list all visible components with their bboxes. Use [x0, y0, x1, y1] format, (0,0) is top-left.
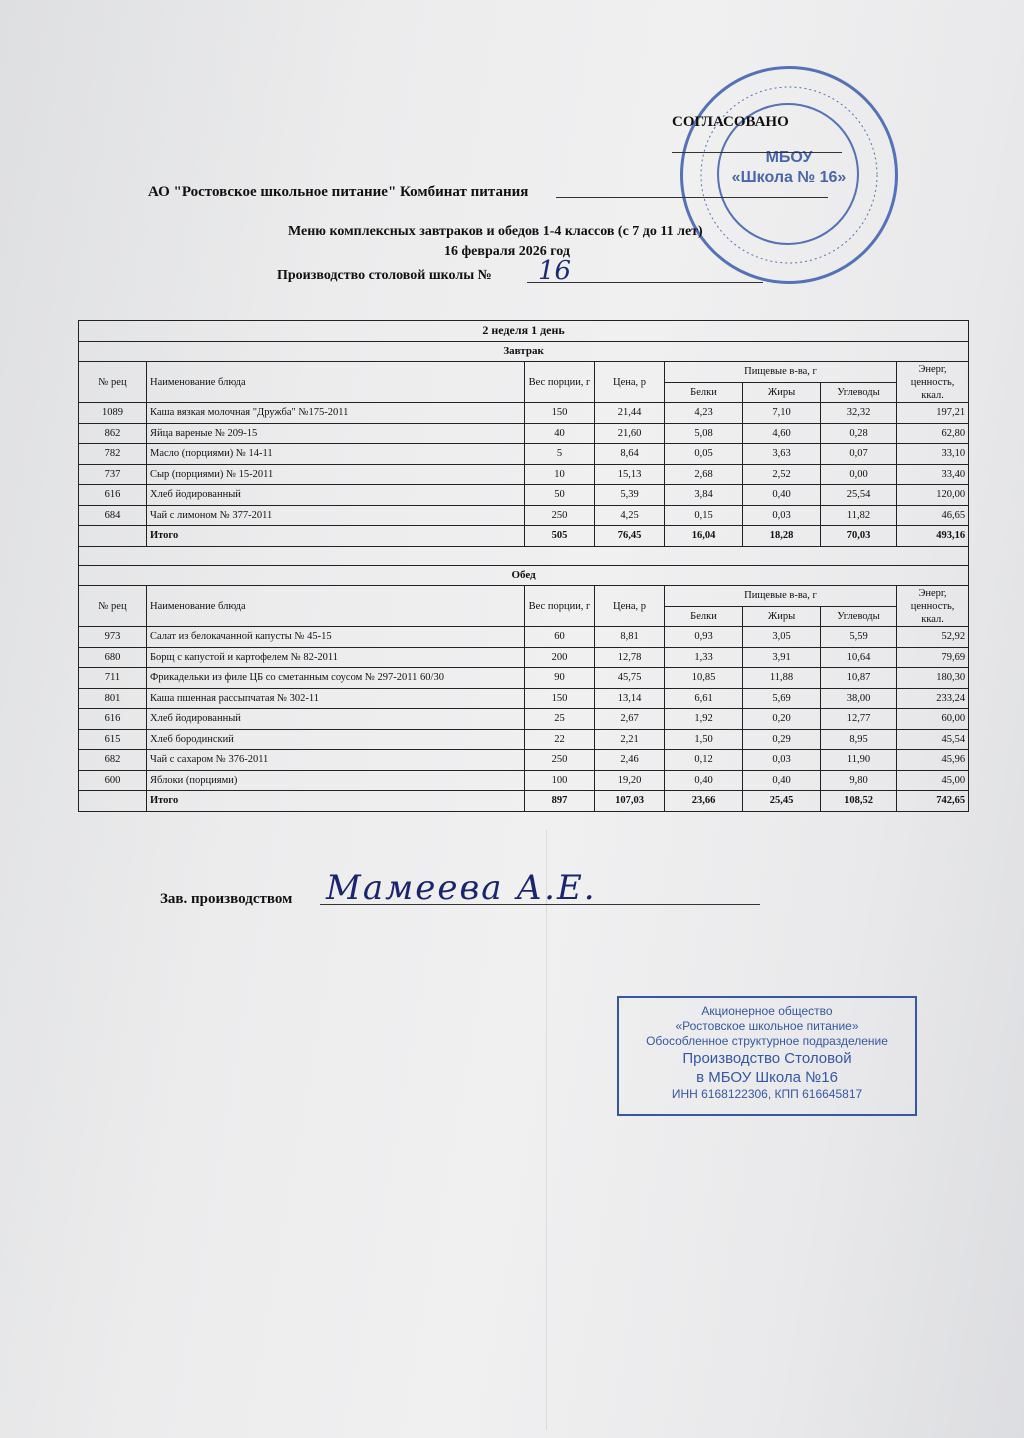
cell-rec: 711 — [79, 668, 147, 689]
total-row — [79, 791, 969, 812]
cell-carbs: 11,90 — [821, 750, 897, 771]
col-protein-header: Белки — [665, 382, 743, 403]
cell-rec: 600 — [79, 770, 147, 791]
cell-weight: 10 — [525, 464, 595, 485]
cell-fat: 3,91 — [743, 647, 821, 668]
cell-energy: 45,96 — [897, 750, 969, 771]
col-carbs-header: Углеводы — [821, 606, 897, 627]
cell-weight: 250 — [525, 750, 595, 771]
cell-protein: 1,33 — [665, 647, 743, 668]
cell-protein: 0,40 — [665, 770, 743, 791]
cell-protein: 0,93 — [665, 627, 743, 648]
cell-energy: 197,21 — [897, 403, 969, 424]
cell-carbs: 11,82 — [821, 505, 897, 526]
cell-energy: 62,80 — [897, 423, 969, 444]
cell-carbs: 9,80 — [821, 770, 897, 791]
cell-dish-name: Яйца вареные № 209-15 — [147, 423, 525, 444]
cell-price: 2,21 — [595, 729, 665, 750]
cell-weight: 100 — [525, 770, 595, 791]
menu-title: Меню комплексных завтраков и обедов 1-4 классов (с 7 до 11 лет) — [288, 224, 703, 239]
total-fat: 18,28 — [743, 526, 821, 547]
cell-carbs: 10,87 — [821, 668, 897, 689]
cell-rec: 782 — [79, 444, 147, 465]
col-name-header: Наименование блюда — [147, 362, 525, 403]
cell-carbs: 12,77 — [821, 709, 897, 730]
total-protein: 23,66 — [665, 791, 743, 812]
cell-weight: 150 — [525, 403, 595, 424]
col-weight-header: Вес порции, г — [525, 586, 595, 627]
table-row — [79, 750, 969, 771]
cell-dish-name: Хлеб бородинский — [147, 729, 525, 750]
table-title: 2 неделя 1 день — [79, 321, 969, 342]
cell-weight: 60 — [525, 627, 595, 648]
total-price: 76,45 — [595, 526, 665, 547]
approved-label: СОГЛАСОВАНО — [672, 114, 789, 130]
table-row — [79, 688, 969, 709]
cell-energy: 52,92 — [897, 627, 969, 648]
approved-signature-line — [672, 152, 842, 153]
cell-rec: 682 — [79, 750, 147, 771]
cell-fat: 5,69 — [743, 688, 821, 709]
total-weight: 505 — [525, 526, 595, 547]
cell-dish-name: Сыр (порциями) № 15-2011 — [147, 464, 525, 485]
cell-protein: 5,08 — [665, 423, 743, 444]
menu-date: 16 февраля 2026 год — [444, 244, 570, 259]
cell-carbs: 0,00 — [821, 464, 897, 485]
cell-weight: 40 — [525, 423, 595, 444]
cell-price: 19,20 — [595, 770, 665, 791]
cell-energy: 79,69 — [897, 647, 969, 668]
stamp-rect-line-1: Акционерное общество — [701, 1004, 833, 1018]
table-row — [79, 444, 969, 465]
cell-price: 2,46 — [595, 750, 665, 771]
table-title-row — [79, 321, 969, 342]
cell-dish-name: Салат из белокачанной капусты № 45-15 — [147, 627, 525, 648]
cell-fat: 0,03 — [743, 505, 821, 526]
cell-rec: 616 — [79, 485, 147, 506]
cell-price: 21,44 — [595, 403, 665, 424]
cell-carbs: 38,00 — [821, 688, 897, 709]
cell-energy: 45,54 — [897, 729, 969, 750]
cell-weight: 5 — [525, 444, 595, 465]
school-number-handwritten: 16 — [538, 256, 572, 286]
col-protein-header: Белки — [665, 606, 743, 627]
total-label: Итого — [147, 791, 525, 812]
column-header-row — [79, 362, 969, 383]
cell-weight: 22 — [525, 729, 595, 750]
col-rec-header: № рец — [79, 586, 147, 627]
col-fat-header: Жиры — [743, 606, 821, 627]
table-row — [79, 668, 969, 689]
col-nutrients-header: Пищевые в-ва, г — [665, 586, 897, 607]
cell-energy: 233,24 — [897, 688, 969, 709]
cell-fat: 0,40 — [743, 770, 821, 791]
cell-protein: 1,92 — [665, 709, 743, 730]
production-label: Производство столовой школы № — [277, 268, 492, 283]
stamp-line-2: «Школа № 16» — [731, 169, 847, 186]
manager-signature: Мамеева А.Е. — [326, 868, 597, 908]
table-row — [79, 627, 969, 648]
cell-price: 12,78 — [595, 647, 665, 668]
cell-dish-name: Масло (порциями) № 14-11 — [147, 444, 525, 465]
col-energy-header: Энерг, ценность, ккал. — [897, 362, 969, 403]
cell-price: 8,81 — [595, 627, 665, 648]
stamp-line-1: МБОУ — [765, 149, 813, 166]
spacer-cell — [79, 546, 969, 565]
total-energy: 742,65 — [897, 791, 969, 812]
table-row — [79, 403, 969, 424]
col-name-header: Наименование блюда — [147, 586, 525, 627]
cell-dish-name: Борщ с капустой и картофелем № 82-2011 — [147, 647, 525, 668]
cell-weight: 200 — [525, 647, 595, 668]
total-row — [79, 526, 969, 547]
column-header-row — [79, 586, 969, 607]
cell-weight: 25 — [525, 709, 595, 730]
cell-energy: 120,00 — [897, 485, 969, 506]
cell-rec: 616 — [79, 709, 147, 730]
cell-fat: 11,88 — [743, 668, 821, 689]
cell-carbs: 0,28 — [821, 423, 897, 444]
table-row — [79, 485, 969, 506]
department-stamp — [617, 996, 917, 1116]
cell-price: 15,13 — [595, 464, 665, 485]
menu-table — [78, 320, 969, 812]
cell-energy: 45,00 — [897, 770, 969, 791]
cell-fat: 2,52 — [743, 464, 821, 485]
stamp-rect-line-5: в МБОУ Школа №16 — [696, 1069, 838, 1086]
col-carbs-header: Углеводы — [821, 382, 897, 403]
cell-energy: 33,10 — [897, 444, 969, 465]
table-row — [79, 647, 969, 668]
stamp-rect-line-6: ИНН 6168122306, КПП 616645817 — [671, 1087, 863, 1101]
col-energy-header: Энерг, ценность, ккал. — [897, 586, 969, 627]
cell-carbs: 0,07 — [821, 444, 897, 465]
total-weight: 897 — [525, 791, 595, 812]
cell-protein: 1,50 — [665, 729, 743, 750]
cell-protein: 6,61 — [665, 688, 743, 709]
company-underline — [556, 197, 828, 198]
cell-protein: 3,84 — [665, 485, 743, 506]
col-rec-header: № рец — [79, 362, 147, 403]
company-name: АО "Ростовское школьное питание" Комбинат питания — [148, 184, 529, 200]
col-price-header: Цена, р — [595, 362, 665, 403]
cell-protein: 4,23 — [665, 403, 743, 424]
cell-price: 2,67 — [595, 709, 665, 730]
total-price: 107,03 — [595, 791, 665, 812]
table-row — [79, 505, 969, 526]
spacer-row — [79, 546, 969, 565]
cell-price: 5,39 — [595, 485, 665, 506]
cell-fat: 0,29 — [743, 729, 821, 750]
cell-price: 8,64 — [595, 444, 665, 465]
cell-fat: 0,03 — [743, 750, 821, 771]
cell-carbs: 5,59 — [821, 627, 897, 648]
cell-weight: 90 — [525, 668, 595, 689]
cell-protein: 0,15 — [665, 505, 743, 526]
paper-fold — [546, 830, 547, 1430]
cell-energy: 46,65 — [897, 505, 969, 526]
total-fat: 25,45 — [743, 791, 821, 812]
cell-fat: 3,05 — [743, 627, 821, 648]
cell-rec: 862 — [79, 423, 147, 444]
cell-dish-name: Чай с сахаром № 376-2011 — [147, 750, 525, 771]
section-label: Обед — [79, 565, 969, 586]
cell-energy: 60,00 — [897, 709, 969, 730]
round-stamp — [680, 66, 898, 284]
cell-protein: 2,68 — [665, 464, 743, 485]
total-carbs: 108,52 — [821, 791, 897, 812]
total-energy: 493,16 — [897, 526, 969, 547]
cell-dish-name: Хлеб йодированный — [147, 485, 525, 506]
cell-price: 21,60 — [595, 423, 665, 444]
cell-weight: 50 — [525, 485, 595, 506]
col-fat-header: Жиры — [743, 382, 821, 403]
cell-fat: 3,63 — [743, 444, 821, 465]
col-nutrients-header: Пищевые в-ва, г — [665, 362, 897, 383]
table-row — [79, 709, 969, 730]
section-label: Завтрак — [79, 341, 969, 362]
cell-rec: 1089 — [79, 403, 147, 424]
total-carbs: 70,03 — [821, 526, 897, 547]
col-price-header: Цена, р — [595, 586, 665, 627]
cell-protein: 0,05 — [665, 444, 743, 465]
cell-carbs: 10,64 — [821, 647, 897, 668]
cell-protein: 0,12 — [665, 750, 743, 771]
cell-dish-name: Чай с лимоном № 377-2011 — [147, 505, 525, 526]
cell-dish-name: Каша вязкая молочная "Дружба" №175-2011 — [147, 403, 525, 424]
cell-dish-name: Каша пшенная рассыпчатая № 302-11 — [147, 688, 525, 709]
table-row — [79, 464, 969, 485]
cell-price: 13,14 — [595, 688, 665, 709]
cell-carbs: 8,95 — [821, 729, 897, 750]
cell-rec: 737 — [79, 464, 147, 485]
total-protein: 16,04 — [665, 526, 743, 547]
cell-rec: 801 — [79, 688, 147, 709]
table-row — [79, 770, 969, 791]
cell-empty — [79, 791, 147, 812]
table-row — [79, 423, 969, 444]
stamp-rect-line-2: «Ростовское школьное питание» — [675, 1019, 859, 1033]
section-header-row — [79, 565, 969, 586]
stamp-rect-line-4: Производство Столовой — [682, 1050, 852, 1067]
manager-label: Зав. производством — [160, 891, 293, 907]
cell-price: 4,25 — [595, 505, 665, 526]
cell-rec: 680 — [79, 647, 147, 668]
cell-fat: 0,40 — [743, 485, 821, 506]
cell-dish-name: Хлеб йодированный — [147, 709, 525, 730]
table-row — [79, 729, 969, 750]
cell-rec: 973 — [79, 627, 147, 648]
cell-empty — [79, 526, 147, 547]
section-header-row — [79, 341, 969, 362]
col-weight-header: Вес порции, г — [525, 362, 595, 403]
cell-dish-name: Яблоки (порциями) — [147, 770, 525, 791]
cell-carbs: 25,54 — [821, 485, 897, 506]
stamp-rect-line-3: Обособленное структурное подразделение — [646, 1034, 888, 1048]
cell-carbs: 32,32 — [821, 403, 897, 424]
cell-fat: 7,10 — [743, 403, 821, 424]
cell-energy: 33,40 — [897, 464, 969, 485]
cell-dish-name: Фрикадельки из филе ЦБ со сметанным соусом № 297-2011 60/30 — [147, 668, 525, 689]
cell-weight: 150 — [525, 688, 595, 709]
cell-protein: 10,85 — [665, 668, 743, 689]
cell-fat: 4,60 — [743, 423, 821, 444]
cell-fat: 0,20 — [743, 709, 821, 730]
cell-rec: 615 — [79, 729, 147, 750]
cell-weight: 250 — [525, 505, 595, 526]
cell-price: 45,75 — [595, 668, 665, 689]
total-label: Итого — [147, 526, 525, 547]
cell-rec: 684 — [79, 505, 147, 526]
cell-energy: 180,30 — [897, 668, 969, 689]
